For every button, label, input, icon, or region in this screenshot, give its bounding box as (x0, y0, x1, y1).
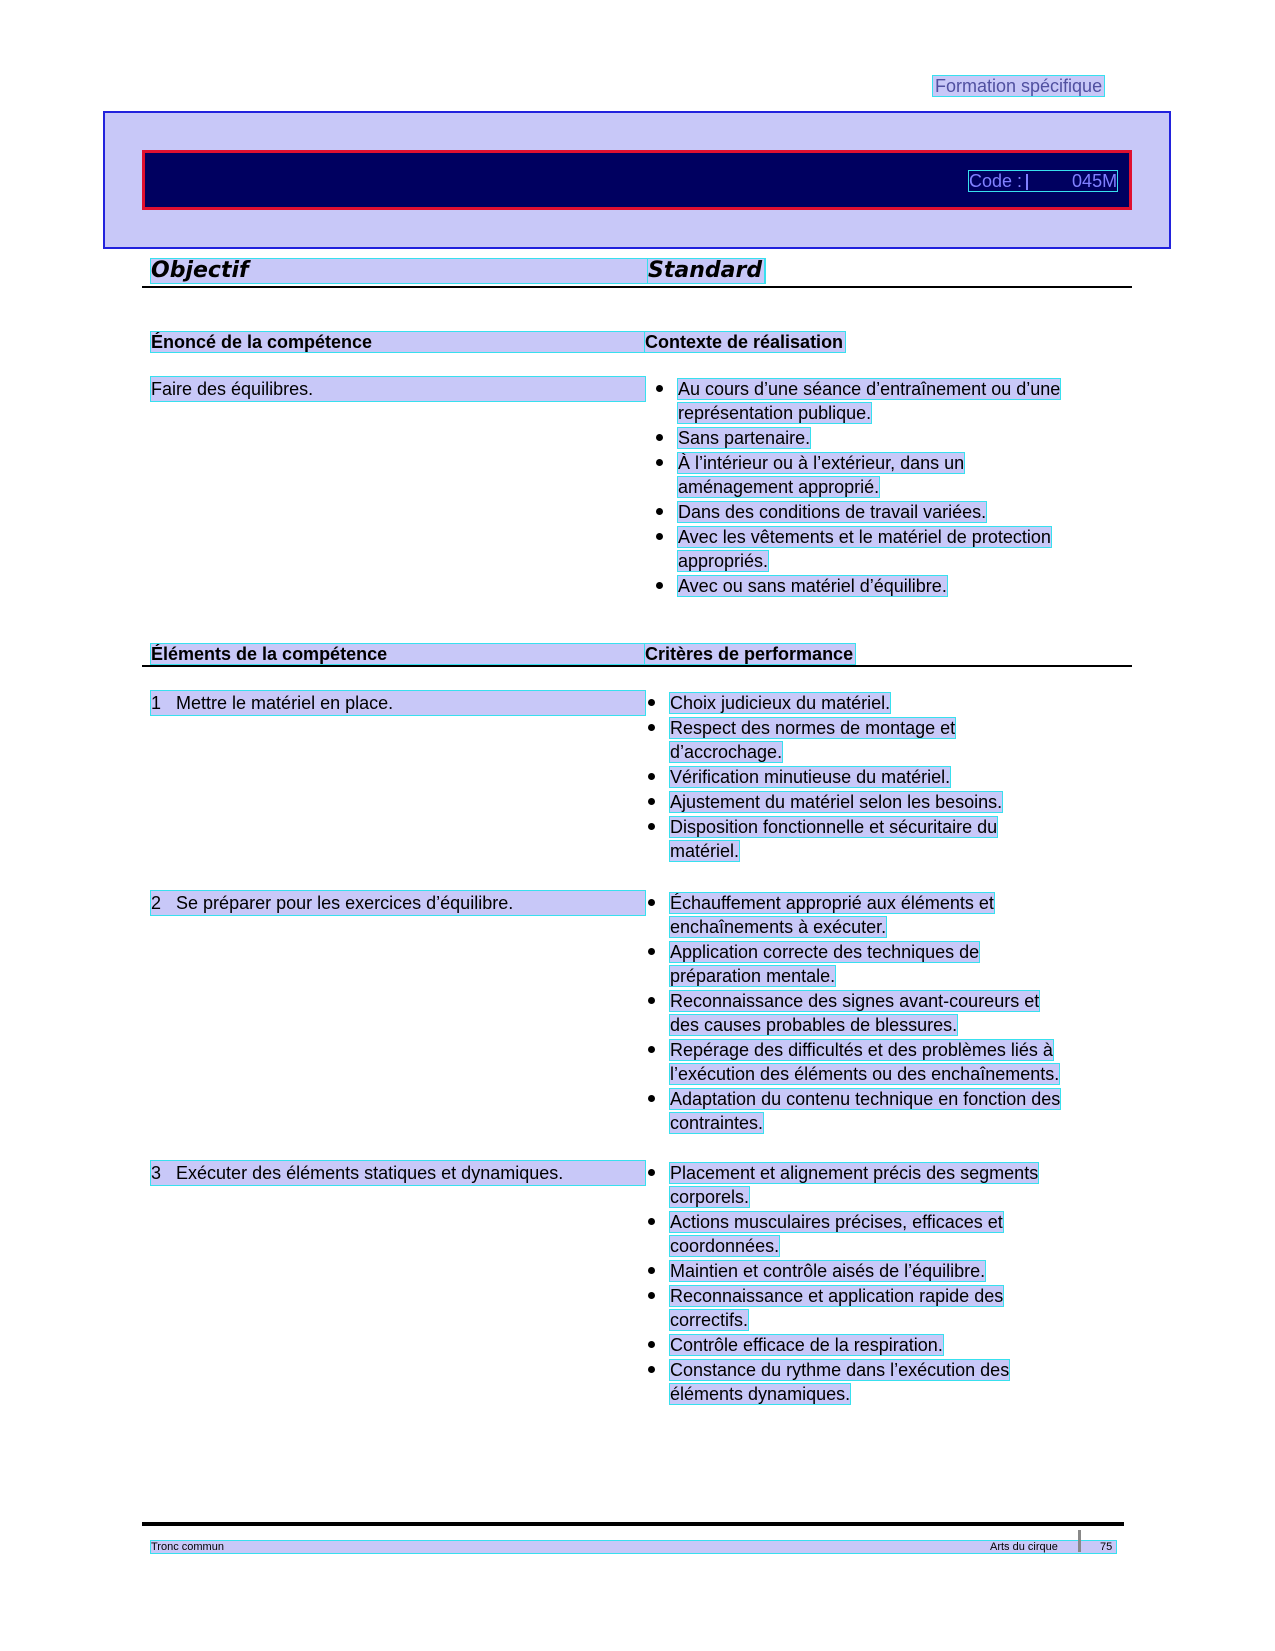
bullet-icon (656, 508, 663, 515)
criterion-line: Échauffement approprié aux éléments et (670, 893, 994, 913)
element-2-num: 2 (151, 893, 162, 913)
context-list (678, 377, 1128, 599)
bullet-icon (648, 1267, 655, 1274)
criterion-line: Disposition fonctionnelle et sécuritaire du (670, 817, 998, 837)
criterion-line: des causes probables de blessures. (670, 1015, 958, 1035)
criterion-item (670, 891, 1130, 939)
bullet-icon (648, 1095, 655, 1102)
element-2 (151, 891, 645, 915)
context-line: À l’intérieur ou à l’extérieur, dans un (678, 453, 965, 473)
element-1-label: Mettre le matériel en place. (176, 693, 394, 713)
criterion-line: contraintes. (670, 1113, 764, 1133)
bullet-icon (656, 459, 663, 466)
element-3 (151, 1161, 645, 1185)
criterion-line: corporels. (670, 1187, 750, 1207)
bullet-icon (648, 1046, 655, 1053)
bullet-icon (648, 1169, 655, 1176)
criterion-line: Respect des normes de montage et (670, 718, 956, 738)
bullet-icon (656, 582, 663, 589)
criterion-line: Constance du rythme dans l’exécution des (670, 1360, 1010, 1380)
bullet-icon (648, 823, 655, 830)
criterion-line: éléments dynamiques. (670, 1384, 851, 1404)
context-item (678, 451, 1128, 499)
bullet-icon (648, 1341, 655, 1348)
bullet-icon (648, 699, 655, 706)
bullet-icon (648, 724, 655, 731)
criterion-line: correctifs. (670, 1310, 749, 1330)
criterion-line: préparation mentale. (670, 966, 836, 986)
context-item (678, 574, 1128, 598)
competence-statement: Faire des équilibres. (151, 377, 645, 401)
criterion-item (670, 940, 1130, 988)
elements-title: Éléments de la compétence (151, 644, 645, 664)
code-label (969, 171, 1117, 191)
criterion-item (670, 1038, 1130, 1086)
criterion-item (670, 790, 1130, 814)
criterion-item (670, 691, 1130, 715)
bullet-icon (648, 1292, 655, 1299)
criterion-line: Adaptation du contenu technique en fonction des (670, 1089, 1061, 1109)
criterion-item (670, 1259, 1130, 1283)
document-section-label: Formation spécifique (935, 76, 1103, 96)
criterion-line: Vérification minutieuse du matériel. (670, 767, 951, 787)
heading-rule (142, 286, 1132, 288)
criterion-line: Contrôle efficace de la respiration. (670, 1335, 943, 1355)
bullet-icon (648, 1218, 655, 1225)
criterion-item (670, 1087, 1130, 1135)
bullet-icon (648, 773, 655, 780)
criterion-line: Reconnaissance et application rapide des (670, 1286, 1004, 1306)
element-2-criteria (670, 891, 1130, 1136)
context-line: Sans partenaire. (678, 428, 811, 448)
footer-rule (142, 1522, 1124, 1526)
bullet-icon (648, 899, 655, 906)
criterion-line: Repérage des difficultés et des problèmes liés à (670, 1040, 1053, 1060)
criterion-item (670, 1210, 1130, 1258)
bullet-icon (656, 533, 663, 540)
context-line: appropriés. (678, 551, 769, 571)
criterion-line: Maintien et contrôle aisés de l’équilibre. (670, 1261, 986, 1281)
element-1 (151, 691, 645, 715)
footer-separator (1078, 1530, 1081, 1552)
criterion-line: Application correcte des techniques de (670, 942, 980, 962)
elements-rule (142, 665, 1132, 667)
element-3-label: Exécuter des éléments statiques et dynamiques. (176, 1163, 564, 1183)
context-item (678, 426, 1128, 450)
bullet-icon (648, 1366, 655, 1373)
criterion-line: coordonnées. (670, 1236, 780, 1256)
code-value: 045M (1072, 171, 1118, 191)
criterion-item (670, 716, 1130, 764)
page-number: 75 (1100, 1541, 1113, 1553)
element-3-num: 3 (151, 1163, 162, 1183)
bullet-icon (656, 385, 663, 392)
contexte-title: Contexte de réalisation (645, 332, 844, 352)
context-line: aménagement approprié. (678, 477, 880, 497)
context-item (678, 500, 1128, 524)
code-label-text: Code : (969, 171, 1023, 191)
code-gap (1026, 174, 1068, 190)
element-2-label: Se préparer pour les exercices d’équilibre. (176, 893, 514, 913)
criterion-line: l’exécution des éléments ou des enchaînements. (670, 1064, 1060, 1084)
element-1-num: 1 (151, 693, 162, 713)
bullet-icon (656, 434, 663, 441)
objectif-heading: Objectif (151, 258, 249, 283)
footer-right-text: Arts du cirque (990, 1541, 1058, 1553)
context-line: Dans des conditions de travail variées. (678, 502, 987, 522)
criterion-line: Placement et alignement précis des segments (670, 1163, 1039, 1183)
context-line: représentation publique. (678, 403, 872, 423)
criterion-line: Ajustement du matériel selon les besoins. (670, 792, 1003, 812)
criterion-item (670, 1161, 1130, 1209)
criterion-item (670, 815, 1130, 863)
criterion-item (670, 1333, 1130, 1357)
criteres-title: Critères de performance (645, 644, 854, 664)
criterion-line: enchaînements à exécuter. (670, 917, 887, 937)
criterion-item (670, 989, 1130, 1037)
criterion-line: matériel. (670, 841, 740, 861)
criterion-item (670, 765, 1130, 789)
criterion-line: Reconnaissance des signes avant-coureurs et (670, 991, 1040, 1011)
element-1-criteria (670, 691, 1130, 864)
context-item (678, 525, 1128, 573)
footer-left-text: Tronc commun (151, 1541, 224, 1553)
standard-heading: Standard (648, 258, 763, 283)
criterion-item (670, 1284, 1130, 1332)
bullet-icon (648, 798, 655, 805)
context-item (678, 377, 1128, 425)
bullet-icon (648, 948, 655, 955)
context-line: Au cours d’une séance d’entraînement ou d’une (678, 379, 1061, 399)
criterion-line: Choix judicieux du matériel. (670, 693, 891, 713)
criterion-line: Actions musculaires précises, efficaces et (670, 1212, 1003, 1232)
bullet-icon (648, 997, 655, 1004)
criterion-item (670, 1358, 1130, 1406)
footer-band (151, 1541, 1116, 1553)
element-3-criteria (670, 1161, 1130, 1407)
context-line: Avec les vêtements et le matériel de protection (678, 527, 1051, 547)
context-line: Avec ou sans matériel d’équilibre. (678, 576, 947, 596)
criterion-line: d’accrochage. (670, 742, 783, 762)
enonce-title: Énoncé de la compétence (151, 332, 645, 352)
